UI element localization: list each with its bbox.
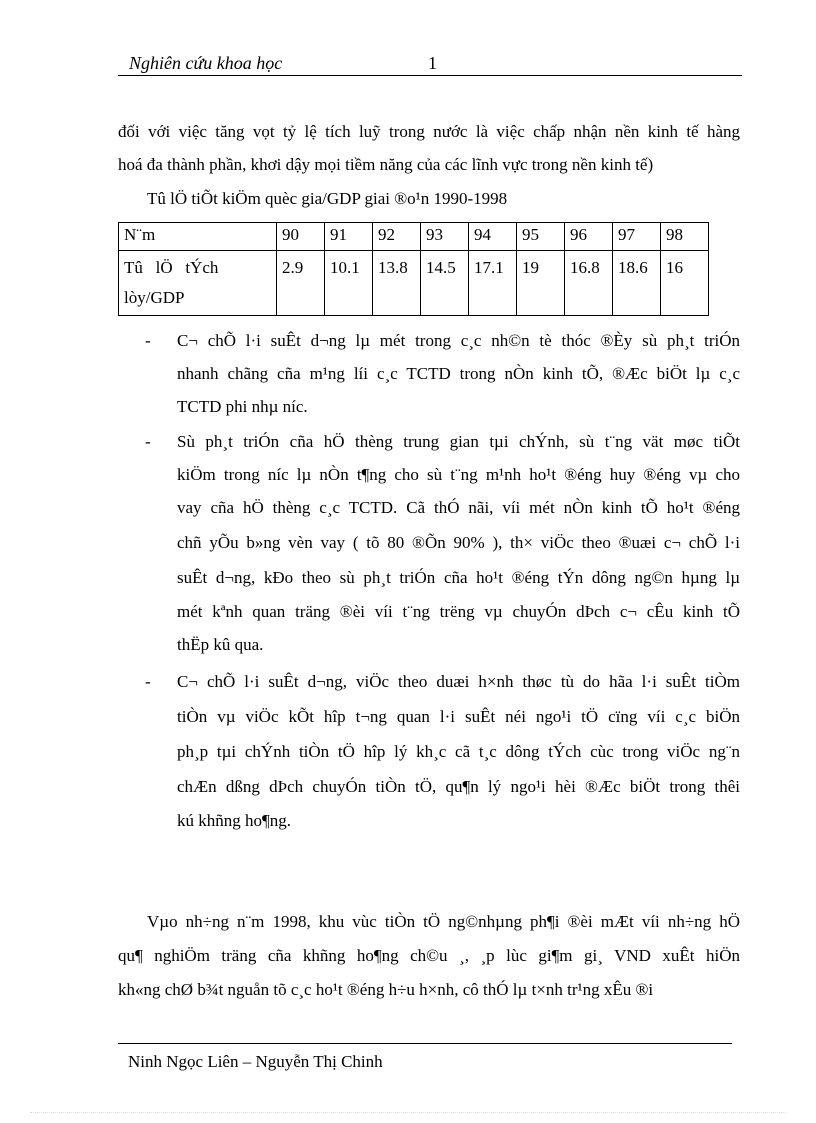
bullet-marker: - [145, 672, 151, 691]
bullet-3-line-4: chÆn dßng dÞch chuyÓn tiÒn tÖ, qu¶n lý ngo¹i hèi ®Æc biÖt trong thêi [177, 777, 740, 796]
value-cell: 18.6 [613, 251, 661, 316]
closing-line-3: kh«ng chØ b¾t nguån tõ c¸c ho¹t ®éng h÷u h×nh, cô thÓ lµ t×nh tr¹ng xÊu ®i [118, 980, 654, 999]
bullet-3-line-2: tiÒn vµ viÖc kÕt hîp t¬ng quan l·i suÊt néi ngo¹i tÖ cïng víi c¸c biÖn [177, 707, 740, 726]
year-cell: 93 [421, 223, 469, 251]
closing-line-1: Vµo nh÷ng n¨m 1998, khu vùc tiÒn tÖ ng©nhµng ph¶i ®èi mÆt víi nh÷ng hÖ [147, 912, 740, 931]
year-cell: 92 [373, 223, 421, 251]
bullet-2-line-1: Sù ph¸t triÓn cña hÖ thèng trung gian tµi chÝnh, sù t¨ng vät møc tiÕt [177, 432, 740, 451]
year-cell: 91 [325, 223, 373, 251]
year-cell: 98 [661, 223, 709, 251]
intro-line-2: hoá đa thành phần, khơi dậy mọi tiềm năng của các lĩnh vực trong nền kinh tế) [118, 155, 654, 174]
value-cell: 16 [661, 251, 709, 316]
value-cell: 16.8 [565, 251, 613, 316]
bullet-marker: - [145, 432, 151, 451]
savings-table [118, 222, 709, 316]
bullet-2-line-4: chñ yÕu b»ng vèn vay ( tõ 80 ®Õn 90% ), th× viÖc theo ®uæi c¬ chÕ l·i [177, 533, 740, 552]
row-label-line-1: Tû lÖ tÝch [124, 258, 219, 277]
header-rule [118, 75, 742, 76]
header-label-cell: N¨m [119, 223, 277, 251]
year-cell: 90 [277, 223, 325, 251]
bullet-2-line-3: vay cña hÖ thèng c¸c TCTD. Cã thÓ nãi, víi mét nÒn kinh tÕ ho¹t ®éng [177, 498, 740, 517]
year-cell: 95 [517, 223, 565, 251]
bullet-marker: - [145, 331, 151, 350]
footer-rule [118, 1043, 732, 1044]
value-cell: 14.5 [421, 251, 469, 316]
page-number: 1 [428, 53, 437, 73]
header-title: Nghiên cứu khoa học [129, 53, 283, 73]
table-header-row [119, 223, 709, 251]
value-cell: 13.8 [373, 251, 421, 316]
value-cell: 17.1 [469, 251, 517, 316]
bullet-1-line-3: TCTD phi nhµ níc. [177, 397, 308, 416]
bullet-3-line-3: ph¸p tµi chÝnh tiÒn tÖ hîp lý kh¸c cã t¸c dông tÝch cùc trong viÖc ng¨n [177, 742, 740, 761]
row-label-line-2: lòy/GDP [124, 288, 185, 307]
bullet-2-line-2: kiÖm trong níc lµ nÒn t¶ng cho sù t¨ng m¹nh ho¹t ®éng huy ®éng vµ cho [177, 465, 740, 484]
year-cell: 94 [469, 223, 517, 251]
value-cell: 10.1 [325, 251, 373, 316]
year-cell: 96 [565, 223, 613, 251]
table-data-row [119, 251, 709, 316]
year-cell: 97 [613, 223, 661, 251]
bullet-2-line-7: thËp kû qua. [177, 635, 264, 654]
value-cell: 19 [517, 251, 565, 316]
page-bottom-divider [30, 1112, 786, 1113]
footer-authors: Ninh Ngọc Liên – Nguyễn Thị Chinh [128, 1052, 383, 1071]
bullet-1-line-2: nhanh chãng cña m¹ng líi c¸c TCTD trong nÒn kinh tÕ, ®Æc biÖt lµ c¸c [177, 364, 740, 383]
bullet-3-line-5: kú khñng ho¶ng. [177, 811, 291, 830]
row-label-cell [119, 251, 277, 316]
table-caption: Tû lÖ tiÕt kiÖm quèc gia/GDP giai ®o¹n 1990-1998 [147, 189, 508, 208]
closing-line-2: qu¶ nghiÖm träng cña khñng ho¶ng ch©u ¸, ¸p lùc gi¶m gi¸ VND xuÊt hiÖn [118, 946, 740, 965]
bullet-3-line-1: C¬ chÕ l·i suÊt d¬ng, viÖc theo duæi h×nh thøc tù do hãa l·i suÊt tiÒm [177, 672, 740, 691]
value-cell: 2.9 [277, 251, 325, 316]
bullet-2-line-6: mét kªnh quan träng ®èi víi t¨ng trëng vµ chuyÓn dÞch c¬ cÊu kinh tÕ [177, 602, 740, 621]
bullet-2-line-5: suÊt d¬ng, kÐo theo sù ph¸t triÓn cña ho¹t ®éng tÝn dông ng©n hµng lµ [177, 568, 740, 587]
intro-line-1: đối với việc tăng vọt tỷ lệ tích luỹ trong nước là việc chấp nhận nền kinh tế hàng [118, 122, 740, 141]
bullet-1-line-1: C¬ chÕ l·i suÊt d¬ng lµ mét trong c¸c nh©n tè thóc ®Èy sù ph¸t triÓn [177, 331, 740, 350]
